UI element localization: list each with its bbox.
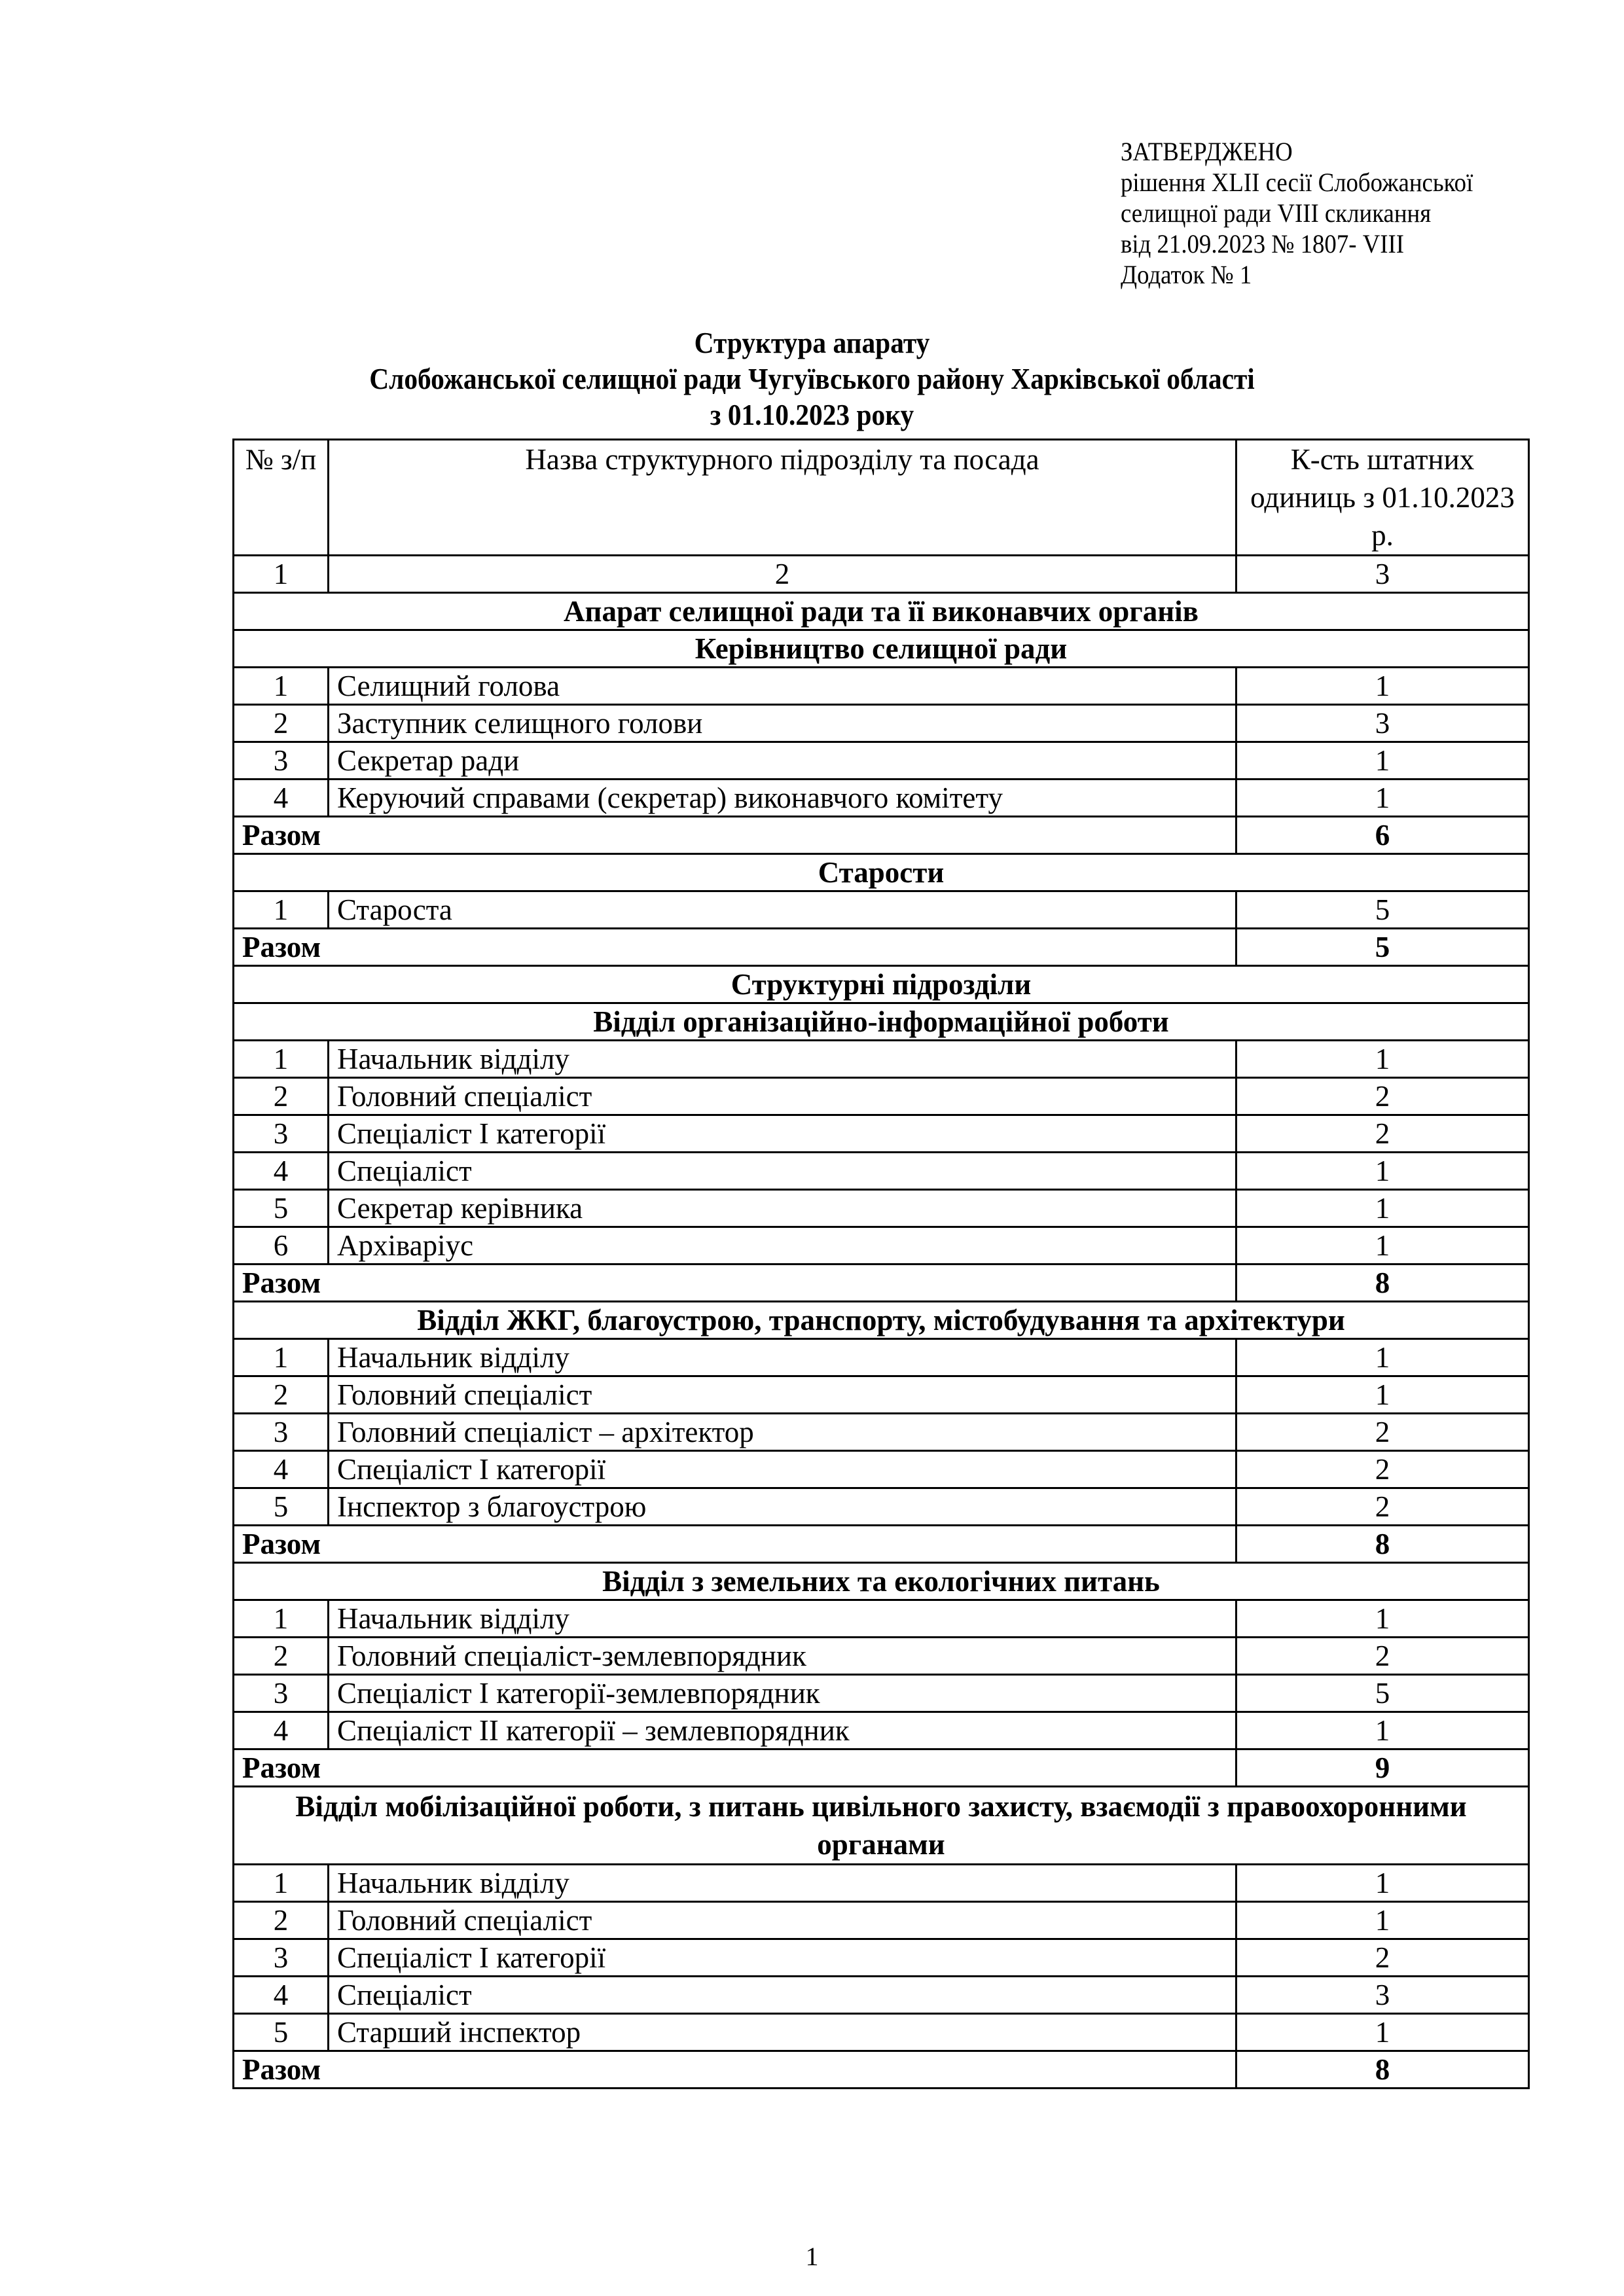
position-name: Начальник відділу (329, 1600, 1236, 1638)
row-number: 2 (234, 1078, 329, 1115)
approval-line: селищної ради VIII скликання (1121, 198, 1432, 228)
position-name: Інспектор з благоустрою (329, 1488, 1236, 1526)
staff-count: 5 (1236, 1675, 1529, 1712)
table-row (234, 1451, 1529, 1488)
header-num: № з/п (234, 440, 329, 556)
table-row (234, 1865, 1529, 1902)
title-line: з 01.10.2023 року (710, 398, 914, 431)
total-count: 8 (1236, 2051, 1529, 2089)
section-heading: Відділ організаційно-інформаційної роботи (234, 1003, 1529, 1041)
table-row (234, 2014, 1529, 2051)
total-label: Разом (234, 2051, 1236, 2089)
table-row (234, 1227, 1529, 1265)
approval-line: від 21.09.2023 № 1807- VIII (1121, 229, 1405, 259)
position-name: Головний спеціаліст-землевпорядник (329, 1638, 1236, 1675)
section-heading: Відділ ЖКГ, благоустрою, транспорту, містобудування та архітектури (234, 1302, 1529, 1339)
position-name: Спеціаліст І категорії (329, 1939, 1236, 1977)
row-number: 5 (234, 2014, 329, 2051)
total-label: Разом (234, 817, 1236, 854)
staff-count: 2 (1236, 1414, 1529, 1451)
approval-stamp-block (1121, 136, 1473, 290)
table-row (234, 1600, 1529, 1638)
table-row (234, 1078, 1529, 1115)
staff-count: 1 (1236, 1865, 1529, 1902)
position-name: Заступник селищного голови (329, 705, 1236, 742)
page-number: 1 (805, 2242, 819, 2271)
section-heading-row (234, 1003, 1529, 1041)
title-line: Структура апарату (694, 326, 930, 359)
position-name: Головний спеціаліст (329, 1078, 1236, 1115)
position-name: Начальник відділу (329, 1339, 1236, 1376)
table-row (234, 1376, 1529, 1414)
section-heading: Старости (234, 854, 1529, 891)
table-row (234, 1675, 1529, 1712)
position-name: Спеціаліст (329, 1153, 1236, 1190)
table-row (234, 1190, 1529, 1227)
staff-count: 3 (1236, 1977, 1529, 2014)
section-heading: Відділ мобілізаційної роботи, з питань цивільного захисту, взаємодії з правоохоронними органами (234, 1787, 1529, 1865)
staff-count: 2 (1236, 1488, 1529, 1526)
position-name: Спеціаліст І категорії (329, 1451, 1236, 1488)
row-number: 6 (234, 1227, 329, 1265)
table-row (234, 1339, 1529, 1376)
row-number: 3 (234, 1115, 329, 1153)
total-row (234, 1265, 1529, 1302)
index-cell: 1 (234, 556, 329, 593)
row-number: 5 (234, 1190, 329, 1227)
document-title (0, 325, 1624, 433)
table-row (234, 1638, 1529, 1675)
position-name: Старший інспектор (329, 2014, 1236, 2051)
total-label: Разом (234, 1749, 1236, 1787)
total-count: 9 (1236, 1749, 1529, 1787)
table-row (234, 1414, 1529, 1451)
section-heading: Структурні підрозділи (234, 966, 1529, 1003)
row-number: 4 (234, 1977, 329, 2014)
staff-count: 1 (1236, 1227, 1529, 1265)
total-count: 6 (1236, 817, 1529, 854)
position-name: Керуючий справами (секретар) виконавчого комітету (329, 780, 1236, 817)
row-number: 4 (234, 1451, 329, 1488)
total-count: 5 (1236, 929, 1529, 966)
section-heading-row (234, 1563, 1529, 1600)
row-number: 1 (234, 1865, 329, 1902)
staff-count: 1 (1236, 1190, 1529, 1227)
index-cell: 2 (329, 556, 1236, 593)
staff-count: 1 (1236, 1600, 1529, 1638)
row-number: 4 (234, 1153, 329, 1190)
total-row (234, 817, 1529, 854)
row-number: 1 (234, 1339, 329, 1376)
staff-count: 1 (1236, 742, 1529, 780)
staff-structure-table (232, 439, 1530, 2089)
position-name: Спеціаліст (329, 1977, 1236, 2014)
staff-count: 1 (1236, 1041, 1529, 1078)
total-label: Разом (234, 1265, 1236, 1302)
row-number: 3 (234, 1414, 329, 1451)
section-heading-row (234, 1302, 1529, 1339)
row-number: 5 (234, 1488, 329, 1526)
staff-count: 1 (1236, 2014, 1529, 2051)
staff-count: 1 (1236, 1376, 1529, 1414)
staff-count: 1 (1236, 1712, 1529, 1749)
approval-line: рішення XLII сесії Слобожанської (1121, 168, 1473, 197)
table-row (234, 1977, 1529, 2014)
table-header-row (234, 440, 1529, 556)
table-row (234, 1939, 1529, 1977)
staff-count: 2 (1236, 1638, 1529, 1675)
position-name: Головний спеціаліст (329, 1376, 1236, 1414)
section-heading-row (234, 966, 1529, 1003)
staff-count: 1 (1236, 1153, 1529, 1190)
header-qty: К-сть штатних одиниць з 01.10.2023 р. (1236, 440, 1529, 556)
index-cell: 3 (1236, 556, 1529, 593)
section-heading: Відділ з земельних та екологічних питань (234, 1563, 1529, 1600)
position-name: Начальник відділу (329, 1865, 1236, 1902)
approval-line: ЗАТВЕРДЖЕНО (1121, 137, 1293, 166)
total-label: Разом (234, 929, 1236, 966)
table-row (234, 1153, 1529, 1190)
position-name: Спеціаліст І категорії-землевпорядник (329, 1675, 1236, 1712)
table-row (234, 1712, 1529, 1749)
staff-count: 3 (1236, 705, 1529, 742)
row-number: 1 (234, 891, 329, 929)
total-row (234, 2051, 1529, 2089)
row-number: 2 (234, 1376, 329, 1414)
position-name: Спеціаліст І категорії (329, 1115, 1236, 1153)
position-name: Спеціаліст ІІ категорії – землевпорядник (329, 1712, 1236, 1749)
staff-count: 2 (1236, 1115, 1529, 1153)
row-number: 3 (234, 1939, 329, 1977)
position-name: Секретар керівника (329, 1190, 1236, 1227)
position-name: Начальник відділу (329, 1041, 1236, 1078)
position-name: Староста (329, 891, 1236, 929)
approval-line: Додаток № 1 (1121, 260, 1252, 289)
table-row (234, 1488, 1529, 1526)
total-count: 8 (1236, 1526, 1529, 1563)
table-row (234, 1902, 1529, 1939)
table-row (234, 1115, 1529, 1153)
staff-count: 1 (1236, 1902, 1529, 1939)
row-number: 4 (234, 780, 329, 817)
section-heading: Апарат селищної ради та її виконавчих органів (234, 593, 1529, 630)
row-number: 1 (234, 1600, 329, 1638)
header-name: Назва структурного підрозділу та посада (329, 440, 1236, 556)
total-count: 8 (1236, 1265, 1529, 1302)
row-number: 2 (234, 1638, 329, 1675)
section-heading-row (234, 630, 1529, 668)
row-number: 4 (234, 1712, 329, 1749)
position-name: Секретар ради (329, 742, 1236, 780)
row-number: 1 (234, 668, 329, 705)
section-heading-row (234, 1787, 1529, 1865)
staff-count: 1 (1236, 668, 1529, 705)
row-number: 3 (234, 742, 329, 780)
position-name: Селищний голова (329, 668, 1236, 705)
staff-count: 5 (1236, 891, 1529, 929)
table-row (234, 705, 1529, 742)
table-row (234, 891, 1529, 929)
staff-count: 2 (1236, 1078, 1529, 1115)
staff-count: 1 (1236, 1339, 1529, 1376)
table-row (234, 742, 1529, 780)
table-row (234, 668, 1529, 705)
position-name: Головний спеціаліст – архітектор (329, 1414, 1236, 1451)
table-row (234, 780, 1529, 817)
section-heading-row (234, 854, 1529, 891)
row-number: 2 (234, 1902, 329, 1939)
section-heading-row (234, 593, 1529, 630)
row-number: 1 (234, 1041, 329, 1078)
title-line: Слобожанської селищної ради Чугуївського району Харківської області (369, 362, 1255, 395)
staff-count: 2 (1236, 1939, 1529, 1977)
staff-count: 2 (1236, 1451, 1529, 1488)
staff-count: 1 (1236, 780, 1529, 817)
section-heading: Керівництво селищної ради (234, 630, 1529, 668)
column-index-row (234, 556, 1529, 593)
position-name: Архіваріус (329, 1227, 1236, 1265)
total-row (234, 1749, 1529, 1787)
total-row (234, 929, 1529, 966)
table-row (234, 1041, 1529, 1078)
row-number: 2 (234, 705, 329, 742)
position-name: Головний спеціаліст (329, 1902, 1236, 1939)
row-number: 3 (234, 1675, 329, 1712)
total-row (234, 1526, 1529, 1563)
total-label: Разом (234, 1526, 1236, 1563)
